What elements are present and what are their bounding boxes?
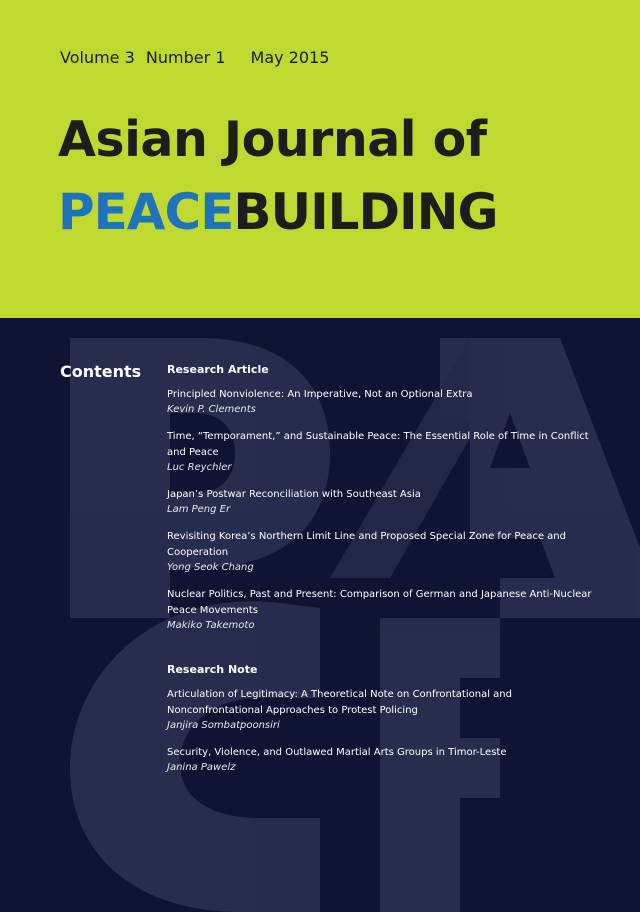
cover-top-band xyxy=(0,0,640,318)
article-title: Nuclear Politics, Past and Present: Comparison of German and Japanese Anti-Nuclear Peace Movements xyxy=(167,589,592,616)
section-heading-research-article: Research Article xyxy=(167,363,269,376)
article-author: Lam Peng Er xyxy=(167,504,231,515)
article-author: Janina Pawelz xyxy=(167,762,236,773)
article-author: Yong Seok Chang xyxy=(167,562,254,573)
article-title: Japan’s Postwar Reconciliation with Southeast Asia xyxy=(167,489,421,500)
list-item xyxy=(167,429,607,475)
number-label: Number 1 xyxy=(145,48,226,67)
list-item xyxy=(167,745,607,775)
list-item xyxy=(167,387,607,417)
article-author: Makiko Takemoto xyxy=(167,620,255,631)
section-spacer xyxy=(167,645,607,663)
contents-heading: Contents xyxy=(60,362,142,381)
list-item xyxy=(167,587,607,633)
article-title: Revisiting Korea’s Northern Limit Line and Proposed Special Zone for Peace and Cooperation xyxy=(167,531,566,558)
title-peace: PEACE xyxy=(58,183,234,241)
article-title: Articulation of Legitimacy: A Theoretical Note on Confrontational and Nonconfrontational Approaches to Protest Policing xyxy=(167,689,512,716)
article-title: Security, Violence, and Outlawed Martial Arts Groups in Timor-Leste xyxy=(167,747,507,758)
section-heading-research-note: Research Note xyxy=(167,663,258,676)
article-author: Janjira Sombatpoonsiri xyxy=(167,720,280,731)
title-building: BUILDING xyxy=(233,183,498,241)
article-author: Luc Reychler xyxy=(167,462,232,473)
article-author: Kevin P. Clements xyxy=(167,404,256,415)
list-item xyxy=(167,687,607,733)
volume-label: Volume 3 xyxy=(60,48,135,67)
journal-title-line1: Asian Journal of xyxy=(58,111,487,168)
article-title: Principled Nonviolence: An Imperative, Not an Optional Extra xyxy=(167,389,473,400)
list-item xyxy=(167,529,607,575)
list-item xyxy=(167,487,607,517)
issue-info xyxy=(60,48,335,67)
issue-date: May 2015 xyxy=(250,48,330,67)
table-of-contents xyxy=(167,363,607,787)
cover-bottom-band xyxy=(0,318,640,912)
journal-title-line2 xyxy=(58,184,498,240)
article-title: Time, “Temporament,” and Sustainable Peace: The Essential Role of Time in Conflict and Peace xyxy=(167,431,589,458)
